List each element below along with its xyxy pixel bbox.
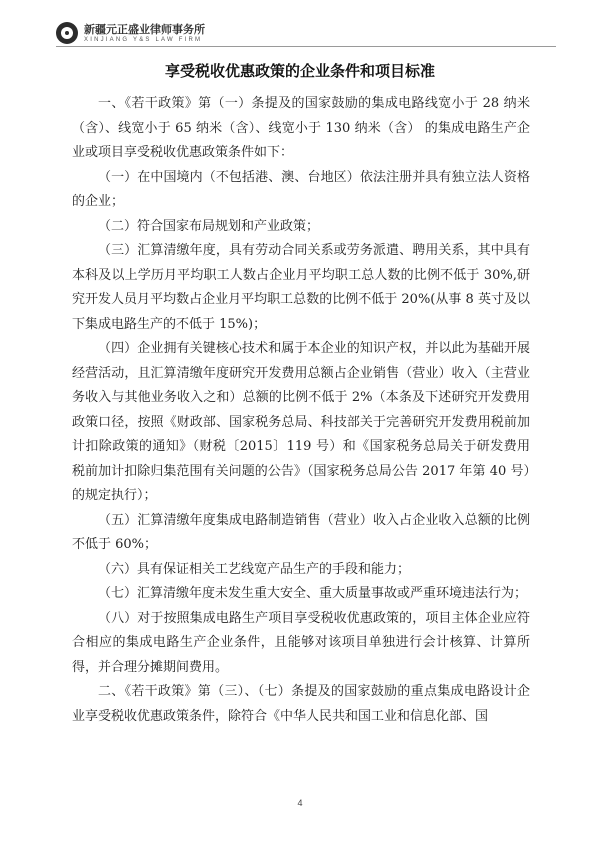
paragraph-condition-6: （六）具有保证相关工艺线宽产品生产的手段和能力； [98,561,411,577]
document-title: 享受税收优惠政策的企业条件和项目标准 [164,62,435,80]
page-number: 4 [297,798,303,808]
paragraph-section-1-intro: 一、《若干政策》第（一）条提及的国家鼓励的集成电路线宽小于 28 纳米（含）、线宽小于 65 纳米（含）、线宽小于 130 纳米（含） 的集成电路生产企业或项目享受税收优惠政策条件如下： [72,96,530,160]
law-firm-logo-icon [56,22,78,44]
paragraph-condition-4: （四）企业拥有关键核心技术和属于本企业的知识产权，并以此为基础开展经营活动，且汇算清缴年度研究开发费用总额占企业销售（营业）收入（主营业务收入与其他业务收入之和）总额的比例不低于 2%（本条及下述研究开发费用政策口径，按照《财政部、国家税务总局、科技部关于完善研究开发费用税前加计扣除政策的通知》（财税〔2015〕119 号）和《国家税务总局关于研发费用税前加计扣除归集范围有关问题的公告》（国家税务总局公告 2017 年第 40 号）的规定执行）； [72,341,530,503]
paragraph-condition-3: （三）汇算清缴年度，具有劳动合同关系或劳务派遣、聘用关系，其中具有本科及以上学历月平均职工人数占企业月平均职工总人数的比例不低于 30%,研究开发人员月平均数占企业月平均职工总数的比例不低于 20%(从事 8 英寸及以下集成电路生产的不低于 15%)； [72,243,530,332]
paragraph-condition-5: （五）汇算清缴年度集成电路制造销售（营业）收入占企业收入总额的比例不低于 60%； [72,512,530,552]
paragraph-condition-8: （八）对于按照集成电路生产项目享受税收优惠政策的，项目主体企业应符合相应的集成电路生产企业条件，且能够对该项目单独进行会计核算、计算所得，并合理分摊期间费用。 [72,610,530,675]
paragraph-condition-2: （二）符合国家布局规划和产业政策； [98,218,320,234]
header-divider [56,46,556,47]
firm-name-en: XINJIANG Y&S LAW FIRM [84,36,203,43]
document-body [72,92,530,729]
paragraph-section-2-intro: 二、《若干政策》第（三）、（七）条提及的国家鼓励的重点集成电路设计企业享受税收优惠政策条件，除符合《中华人民共和国工业和信息化部、国 [72,684,530,724]
paragraph-condition-1: （一）在中国境内（不包括港、澳、台地区）依法注册并具有独立法人资格的企业； [72,169,530,209]
firm-name-cn: 新疆元正盛业律师事务所 [84,22,205,36]
letterhead [56,18,556,48]
firm-name-block [84,24,205,43]
paragraph-condition-7: （七）汇算清缴年度未发生重大安全、重大质量事故或严重环境违法行为； [98,586,528,601]
